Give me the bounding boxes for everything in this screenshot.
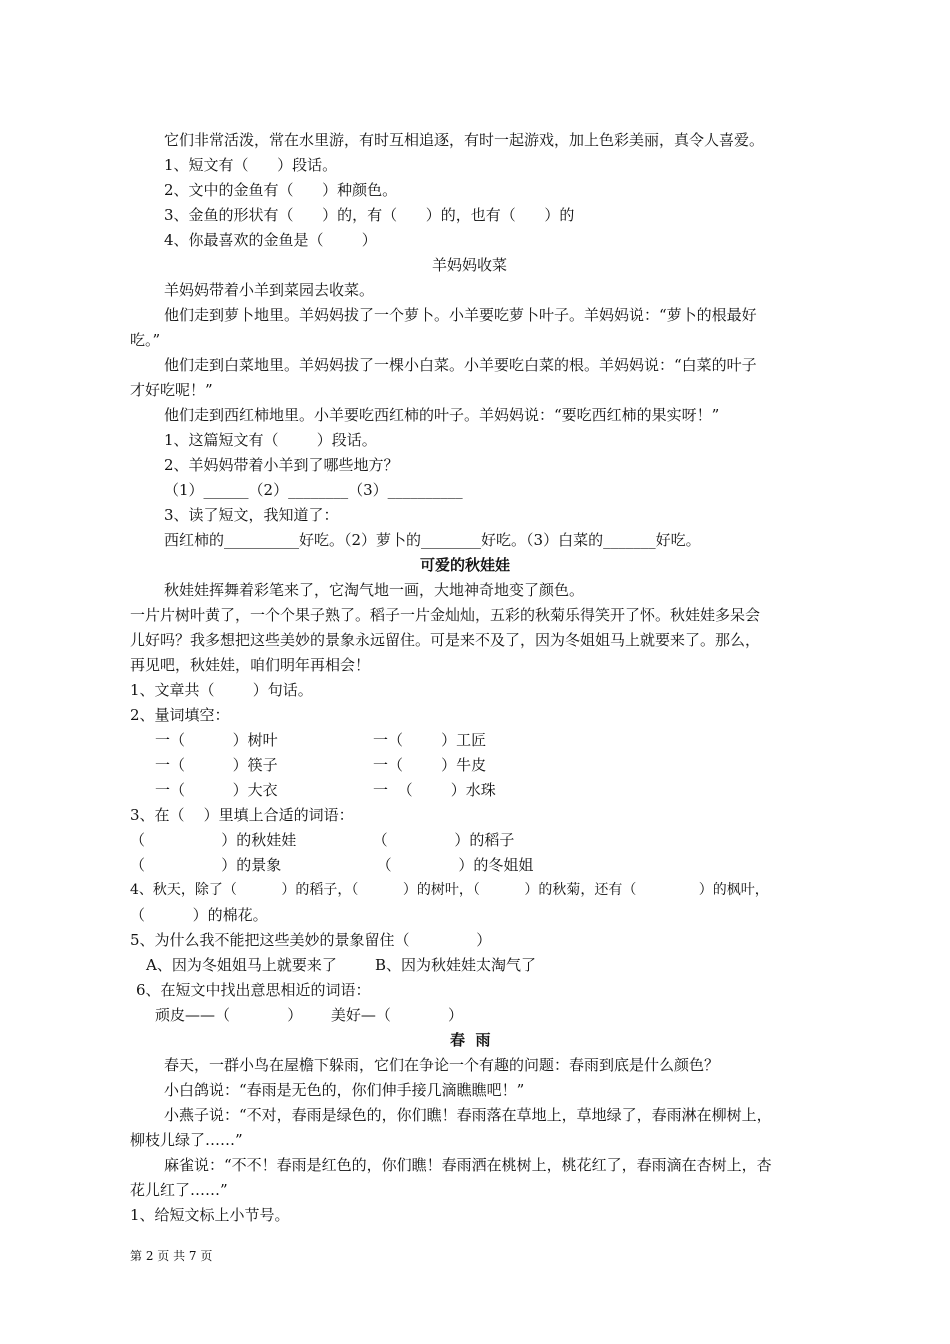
- question-line: （ ）的棉花。: [130, 906, 268, 924]
- question-line: 3、读了短文，我知道了：: [164, 506, 339, 524]
- text-line: 花儿红了……”: [130, 1181, 228, 1199]
- question-line: 西红柿的__________好吃。（2）萝卜的________好吃。（3）白菜的_______好吃。: [164, 531, 701, 549]
- text-line: 秋娃娃挥舞着彩笔来了，它淘气地一画，大地神奇地变了颜色。: [164, 581, 585, 599]
- question-line: 2、羊妈妈带着小羊到了哪些地方？: [164, 456, 399, 474]
- section-title: 可爱的秋娃娃: [420, 556, 511, 574]
- text-line: 他们走到西红柿地里。小羊要吃西红柿的叶子。羊妈妈说：“要吃西红柿的果实呀！”: [164, 406, 720, 424]
- text-line: 春天，一群小鸟在屋檐下躲雨，它们在争论一个有趣的问题：春雨到底是什么颜色？: [164, 1056, 720, 1074]
- question-line: A、因为冬姐姐马上就要来了 B、因为秋娃娃太淘气了: [146, 956, 537, 974]
- question-line: 1、短文有（ ）段话。: [164, 156, 338, 174]
- question-line: 顽皮——（ ） 美好—（ ）: [155, 1006, 464, 1024]
- question-line: 一（ ）树叶 一（ ）工匠: [155, 731, 487, 749]
- text-line: 再见吧，秋娃娃，咱们明年再相会！: [130, 656, 371, 674]
- text-line: 他们走到萝卜地里。羊妈妈拔了一个萝卜。小羊要吃萝卜叶子。羊妈妈说：“萝卜的根最好: [164, 306, 757, 324]
- question-line: 2、量词填空：: [130, 706, 230, 724]
- question-line: 5、为什么我不能把这些美妙的景象留住（ ）: [130, 931, 492, 949]
- text-line: 才好吃呢！”: [130, 381, 213, 399]
- text-line: 小白鸽说：“春雨是无色的，你们伸手接几滴瞧瞧吧！”: [164, 1081, 525, 1099]
- text-line: 麻雀说：“不不！春雨是红色的，你们瞧！春雨洒在桃树上，桃花红了，春雨滴在杏树上，杏: [164, 1156, 772, 1174]
- question-line: 2、文中的金鱼有（ ）种颜色。: [164, 181, 398, 199]
- page-footer: 第 2 页 共 7 页: [130, 1249, 213, 1263]
- question-line: 一（ ）筷子 一（ ）牛皮: [155, 756, 487, 774]
- question-line: （ ）的秋娃娃 （ ）的稻子: [130, 831, 515, 849]
- question-line: 1、这篇短文有（ ）段话。: [164, 431, 377, 449]
- section-title: 羊妈妈收菜: [432, 256, 508, 274]
- question-line: 1、文章共（ ）句话。: [130, 681, 313, 699]
- question-line: 4、秋天，除了（ ）的稻子，（ ）的树叶，（ ）的秋菊，还有（ ）的枫叶，: [130, 882, 769, 898]
- question-line: 4、你最喜欢的金鱼是（ ）: [164, 231, 377, 249]
- text-line: 一片片树叶黄了，一个个果子熟了。稻子一片金灿灿，五彩的秋菊乐得笑开了怀。秋娃娃多呆会: [130, 606, 761, 624]
- question-line: 一（ ）大衣 一 （ ）水珠: [155, 781, 496, 799]
- text-line: 羊妈妈带着小羊到菜园去收菜。: [164, 281, 375, 299]
- question-line: （ ）的景象 （ ）的冬姐姐: [130, 856, 534, 874]
- question-line: 3、在（ ）里填上合适的词语：: [130, 806, 354, 824]
- section-title: 春 雨: [450, 1031, 491, 1049]
- text-line: 它们非常活泼，常在水里游，有时互相追逐，有时一起游戏，加上色彩美丽，真令人喜爱。: [164, 131, 765, 149]
- text-line: 他们走到白菜地里。羊妈妈拔了一棵小白菜。小羊要吃白菜的根。羊妈妈说：“白菜的叶子: [164, 356, 757, 374]
- text-line: 吃。”: [130, 331, 161, 349]
- question-line: 1、给短文标上小节号。: [130, 1206, 290, 1224]
- question-line: （1）______（2）________（3）__________: [164, 481, 463, 499]
- text-line: 小燕子说：“不对，春雨是绿色的，你们瞧！春雨落在草地上，草地绿了，春雨淋在柳树上，: [164, 1106, 772, 1124]
- text-line: 柳枝儿绿了……”: [130, 1131, 243, 1149]
- question-line: 3、金鱼的形状有（ ）的，有（ ）的，也有（ ）的: [164, 206, 575, 224]
- text-line: 儿好吗？我多想把这些美妙的景象永远留住。可是来不及了，因为冬姐姐马上就要来了。那么，: [130, 631, 761, 649]
- question-line: 6、在短文中找出意思相近的词语：: [136, 981, 371, 999]
